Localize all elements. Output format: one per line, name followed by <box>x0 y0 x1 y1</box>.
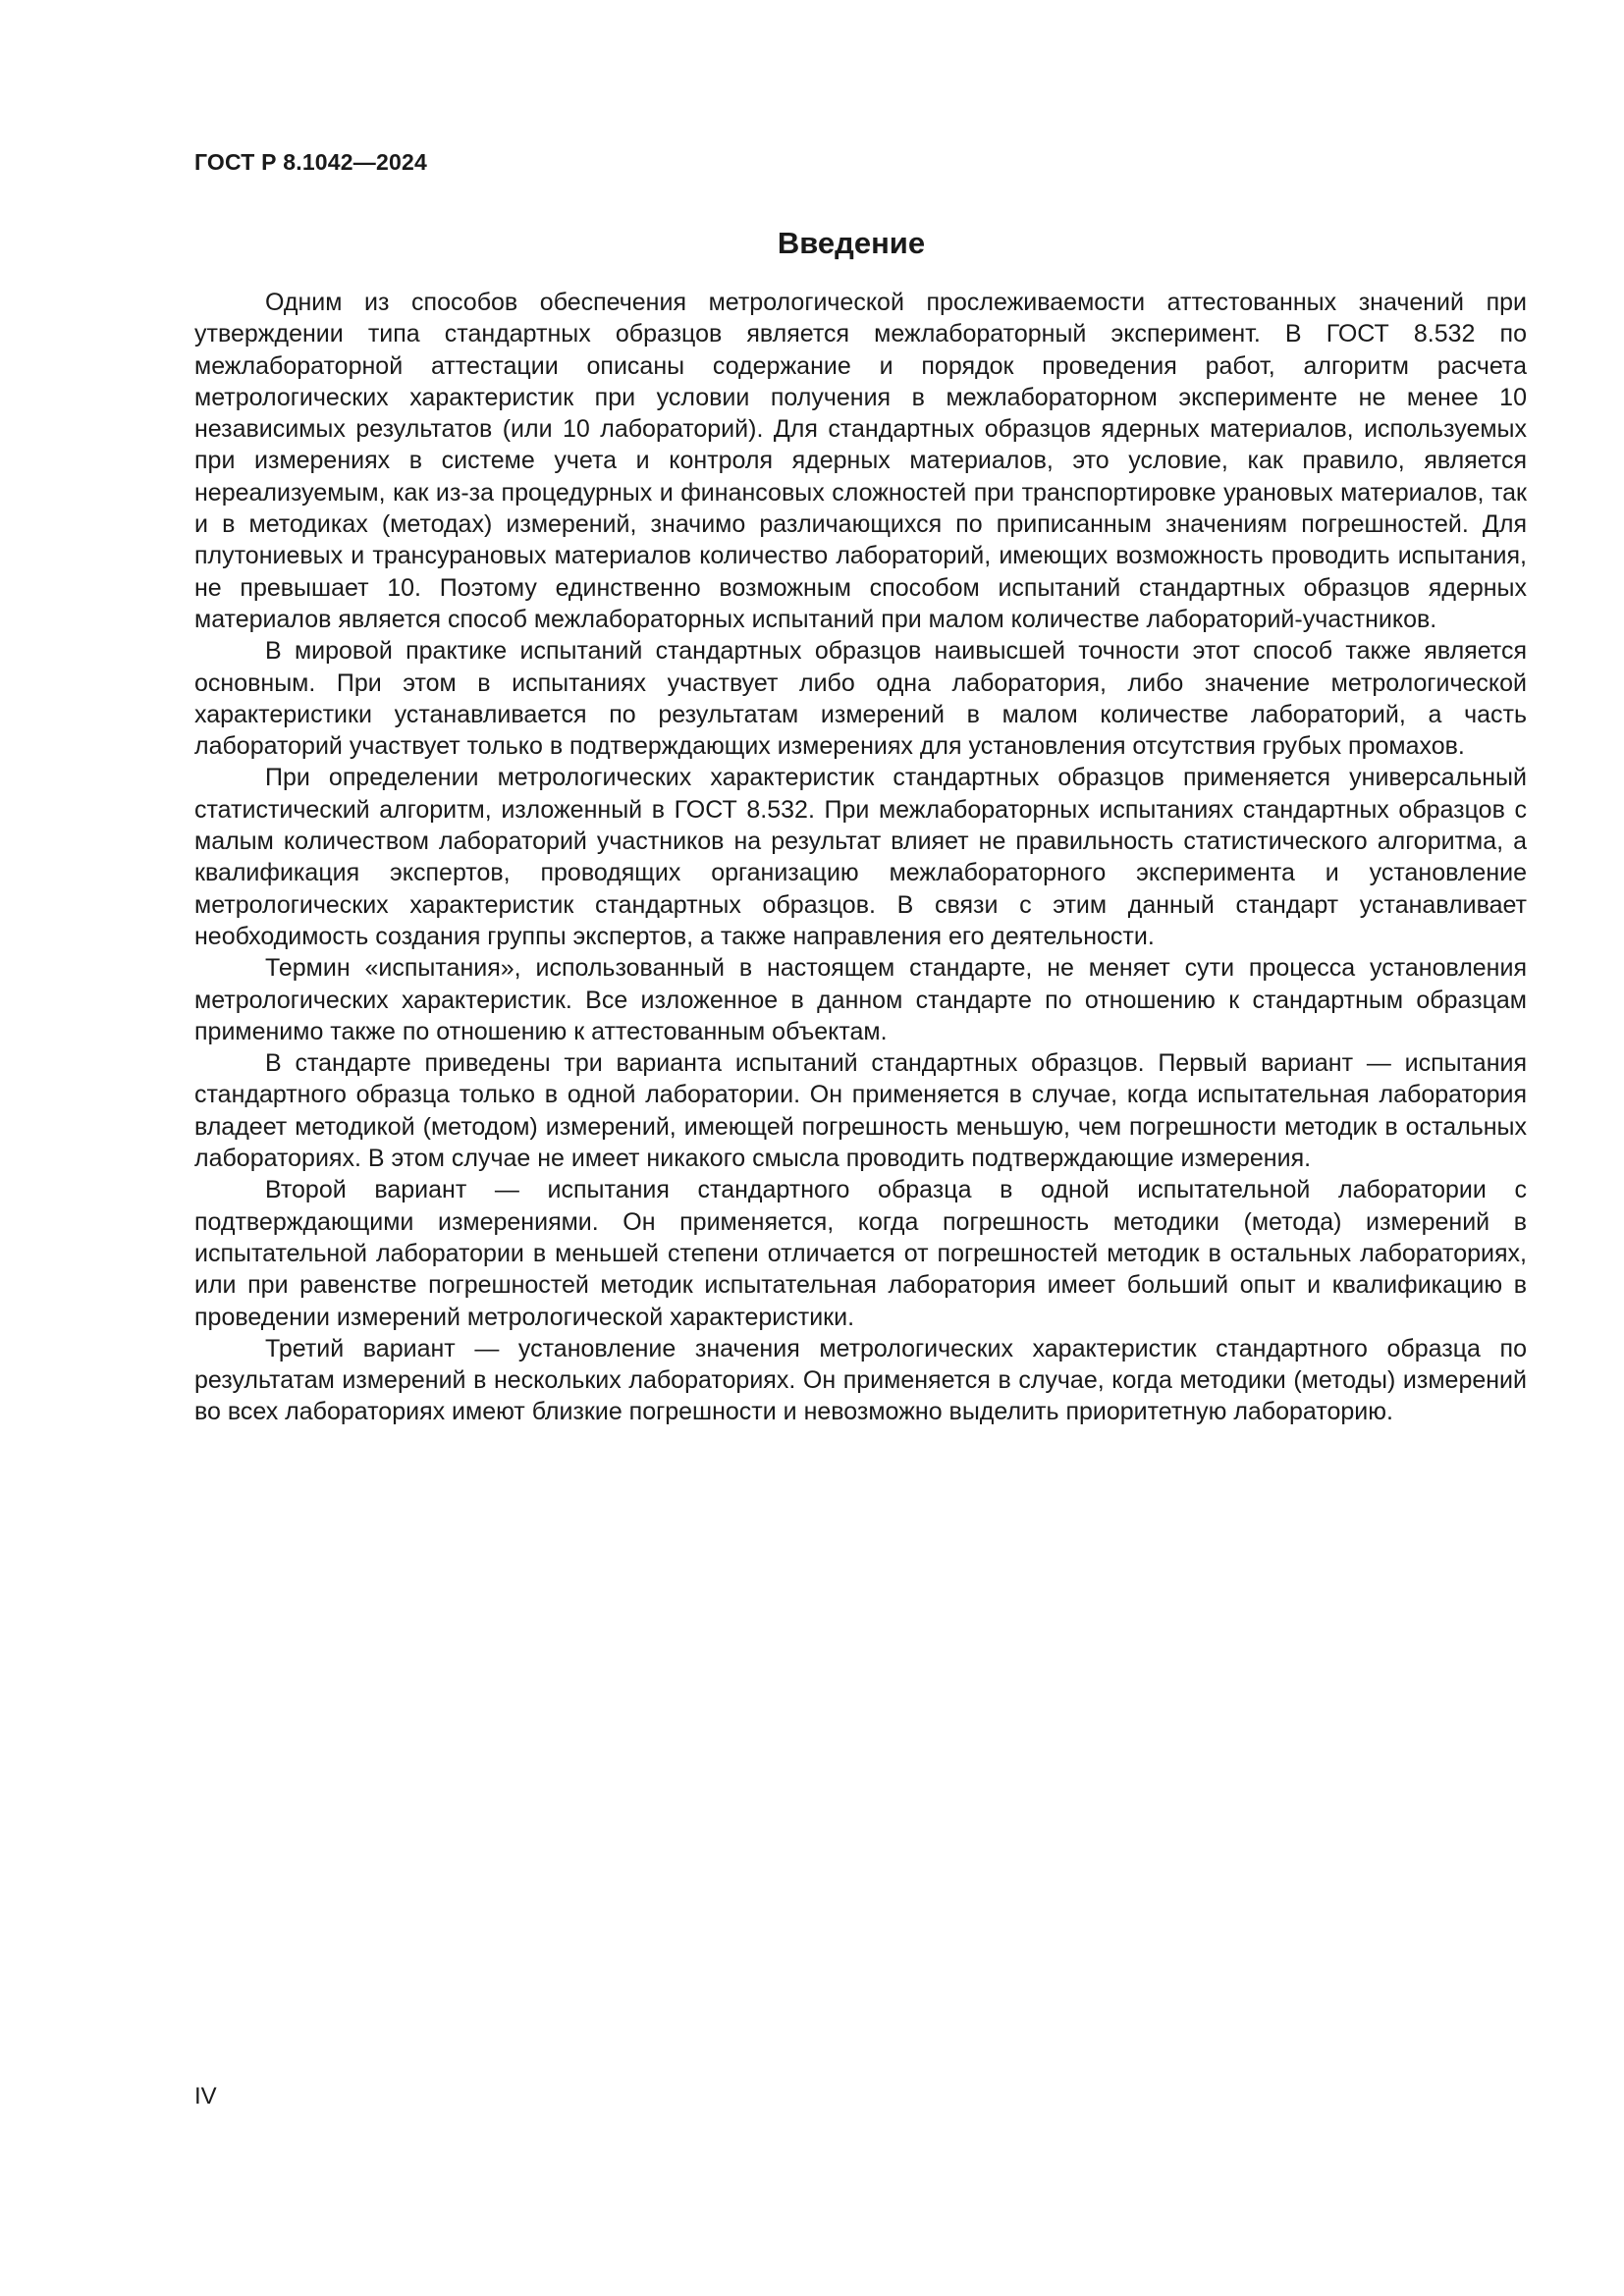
paragraph-7: Третий вариант — установление значения метрологических характеристик стандартного образца по результатам измерений в нескольких лабораториях. Он применяется в случае, когда методики (методы) измерений во всех лабораториях имеют близкие погрешности и невозможно выделить приоритетную лабораторию. <box>194 1334 1527 1426</box>
document-header: ГОСТ Р 8.1042—2024 <box>194 149 427 175</box>
paragraph-4: Термин «испытания», использованный в настоящем стандарте, не меняет сути процесса установления метрологических характеристик. Все изложенное в данном стандарте по отношению к стандартным образцам применимо также по отношению к аттестованным объектам. <box>194 954 1527 1045</box>
document-body <box>194 287 1527 1428</box>
paragraph-1: Одним из способов обеспечения метрологической прослеживаемости аттестованных значений при утверждении типа стандартных образцов является межлабораторный эксперимент. В ГОСТ 8.532 по межлабораторной аттестации описаны содержание и порядок проведения работ, алгоритм расчета метрологических характеристик при условии получения в межлабораторном эксперименте не менее 10 независимых результатов (или 10 лабораторий). Для стандартных образцов ядерных материалов, используемых при измерениях в системе учета и контроля ядерных материалов, это условие, как правило, является нереализуемым, как из-за процедурных и финансовых сложностей при транспортировке урановых материалов, так и в методиках (методах) измерений, значимо различающихся по приписанным значениям погрешностей. Для плутониевых и трансурановых материалов количество лабораторий, имеющих возможность проводить испытания, не превышает 10. Поэтому единственно возможным способом испытаний стандартных образцов ядерных материалов является способ межлабораторных испытаний при малом количестве лабораторий-участников. <box>194 289 1527 633</box>
paragraph-5: В стандарте приведены три варианта испытаний стандартных образцов. Первый вариант — испытания стандартного образца только в одной лаборатории. Он применяется в случае, когда испытательная лаборатория владеет методикой (методом) измерений, имеющей погрешность меньшую, чем погрешности методик в остальных лабораториях. В этом случае не имеет никакого смысла проводить подтверждающие измерения. <box>194 1049 1527 1173</box>
paragraph-6: Второй вариант — испытания стандартного образца в одной испытательной лаборатории с подтверждающими измерениями. Он применяется, когда погрешность методики (метода) измерений в испытательной лаборатории в меньшей степени отличается от погрешностей методик в остальных лабораториях, или при равенстве погрешностей методик испытательная лаборатория имеет больший опыт и квалификацию в проведении измерений метрологической характеристики. <box>194 1176 1527 1331</box>
page-number: IV <box>194 2083 217 2109</box>
paragraph-3: При определении метрологических характеристик стандартных образцов применяется универсальный статистический алгоритм, изложенный в ГОСТ 8.532. При межлабораторных испытаниях стандартных образцов с малым количеством лабораторий участников на результат влияет не правильность статистического алгоритма, а квалификация экспертов, проводящих организацию межлабораторного эксперимента и установление метрологических характеристик стандартных образцов. В связи с этим данный стандарт устанавливает необходимость создания группы экспертов, а также направления его деятельности. <box>194 764 1527 950</box>
page-title: Введение <box>777 226 926 260</box>
paragraph-2: В мировой практике испытаний стандартных образцов наивысшей точности этот способ также является основным. При этом в испытаниях участвует либо одна лаборатория, либо значение метрологической характеристики устанавливается по результатам измерений в малом количестве лабораторий, а часть лабораторий участвует только в подтверждающих измерениях для установления отсутствия грубых промахов. <box>194 637 1527 761</box>
